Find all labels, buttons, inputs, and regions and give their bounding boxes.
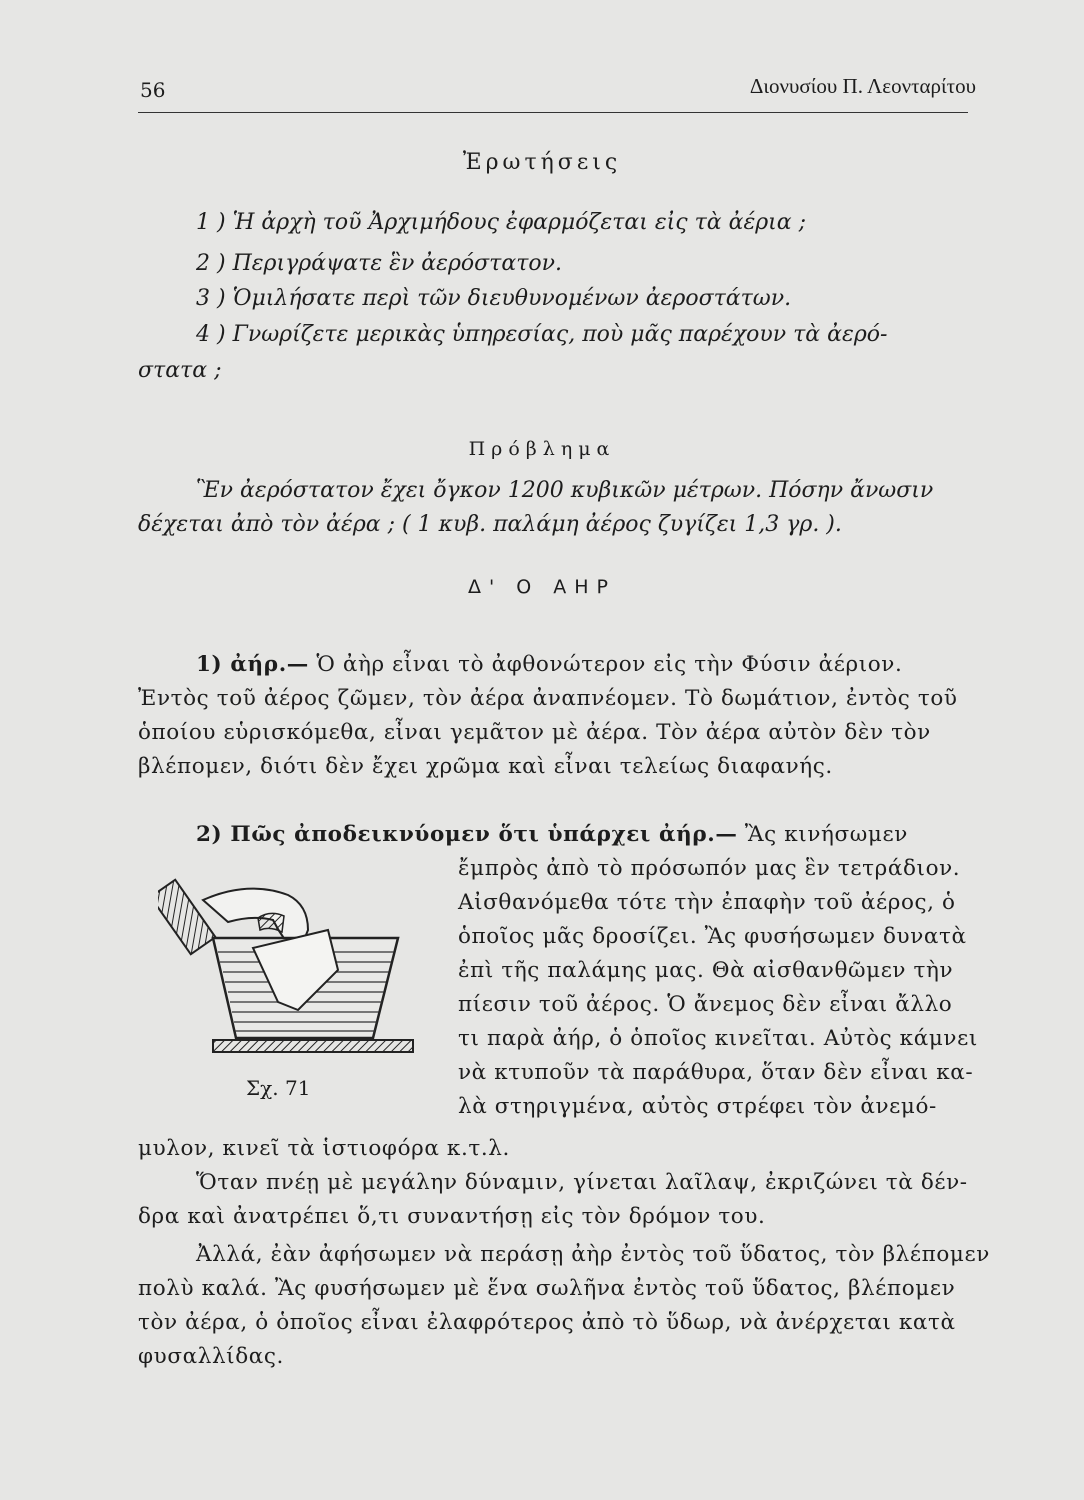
page-number: 56 — [140, 78, 166, 102]
section1-first-line — [196, 652, 902, 677]
section2-full-5: τὸν ἀέρα, ὁ ὁποῖος εἶναι ἐλαφρότερος ἀπὸ τὸ ὕδωρ, νὰ ἀνέρχεται κατὰ — [138, 1310, 956, 1335]
problem-heading: Πρόβλημα — [468, 438, 616, 460]
section1-line-1: Ἐντὸς τοῦ ἀέρος ζῶμεν, τὸν ἀέρα ἀναπνέομεν. Τὸ δωμάτιον, ἐντὸς τοῦ — [138, 686, 958, 711]
header-rule — [138, 112, 968, 113]
questions-heading: Ἐρωτήσεις — [462, 150, 622, 175]
section2-full-4: πολὺ καλά. Ἂς φυσήσωμεν μὲ ἕνα σωλῆνα ἐντὸς τοῦ ὕδατος, βλέπομεν — [138, 1276, 956, 1301]
section2-first-tail: Ἂς κινήσωμεν — [744, 822, 908, 847]
section1-title: 1) ἀήρ.— — [196, 652, 309, 677]
section2-wrap-3: ἐπὶ τῆς παλάμης μας. Θὰ αἰσθανθῶμεν τὴν — [458, 958, 954, 983]
section2-wrap-2: ὁποῖος μᾶς δροσίζει. Ἂς φυσήσωμεν δυνατὰ — [458, 924, 967, 949]
chapter-heading: Δ' Ο ΑΗΡ — [468, 576, 616, 598]
question-4-continued: στατα ; — [138, 358, 222, 383]
section2-full-3: Ἀλλά, ἐὰν ἀφήσωμεν νὰ περάσῃ ἀὴρ ἐντὸς τοῦ ὕδατος, τὸν βλέπομεν — [196, 1242, 990, 1267]
problem-line-1: Ἓν ἀερόστατον ἔχει ὄγκον 1200 κυβικῶν μέτρων. Πόσην ἄνωσιν — [196, 478, 934, 503]
section2-wrap-0: ἔμπρὸς ἀπὸ τὸ πρόσωπόν μας ἓν τετράδιον. — [458, 856, 961, 881]
section2-full-1: Ὅταν πνέῃ μὲ μεγάλην δύναμιν, γίνεται λαῖλαψ, ἐκριζώνει τὰ δέν- — [196, 1170, 968, 1195]
figure-caption: Σχ. 71 — [246, 1076, 311, 1100]
running-title: Διονυσίου Π. Λεονταρίτου — [749, 74, 976, 98]
question-4: 4 ) Γνωρίζετε μερικὰς ὑπηρεσίας, ποὺ μᾶς παρέχουν τὰ ἀερό- — [196, 322, 888, 347]
section2-wrap-5: τι παρὰ ἀήρ, ὁ ὁποῖος κινεῖται. Αὐτὸς κάμνει — [458, 1026, 978, 1051]
section2-full-2: δρα καὶ ἀνατρέπει ὅ,τι συναντήσῃ εἰς τὸν δρόμον του. — [138, 1204, 766, 1229]
section2-title: 2) Πῶς ἀποδεικνύομεν ὅτι ὑπάρχει ἀήρ.— — [196, 822, 738, 847]
problem-line-2: δέχεται ἀπὸ τὸν ἀέρα ; ( 1 κυβ. παλάμη ἀέρος ζυγίζει 1,3 γρ. ). — [138, 512, 842, 537]
question-3: 3 ) Ὁμιλήσατε περὶ τῶν διευθυνομένων ἀεροστάτων. — [196, 286, 792, 311]
section1-line-2: ὁποίου εὑρισκόμεθα, εἶναι γεμᾶτον μὲ ἀέρα. Τὸν ἀέρα αὐτὸν δὲν τὸν — [138, 720, 931, 745]
section2-full-0: μυλον, κινεῖ τὰ ἱστιοφόρα κ.τ.λ. — [138, 1136, 510, 1161]
section2-full-6: φυσαλλίδας. — [138, 1344, 284, 1369]
question-2: 2 ) Περιγράψατε ἓν ἀερόστατον. — [196, 251, 562, 276]
question-1: 1 ) Ἡ ἀρχὴ τοῦ Ἀρχιμήδους ἐφαρμόζεται εἰς τὰ ἀέρια ; — [196, 210, 807, 235]
section2-wrap-4: πίεσιν τοῦ ἀέρος. Ὁ ἄνεμος δὲν εἶναι ἄλλο — [458, 992, 953, 1017]
section1-line-3: βλέπομεν, διότι δὲν ἔχει χρῶμα καὶ εἶναι τελείως διαφανής. — [138, 754, 833, 779]
section2-wrap-1: Αἰσθανόμεθα τότε τὴν ἐπαφὴν τοῦ ἀέρος, ὁ — [458, 890, 956, 915]
section2-first-line — [196, 822, 908, 847]
section2-wrap-7: λὰ στηριγμένα, αὐτὸς στρέφει τὸν ἀνεμό- — [458, 1094, 937, 1119]
section1-line-0: Ὁ ἀὴρ εἶναι τὸ ἀφθονώτερον εἰς τὴν Φύσιν ἀέριον. — [316, 652, 903, 677]
figure-hand-glass-water — [158, 860, 423, 1070]
section2-wrap-6: νὰ κτυποῦν τὰ παράθυρα, ὅταν δὲν εἶναι κα- — [458, 1060, 974, 1085]
